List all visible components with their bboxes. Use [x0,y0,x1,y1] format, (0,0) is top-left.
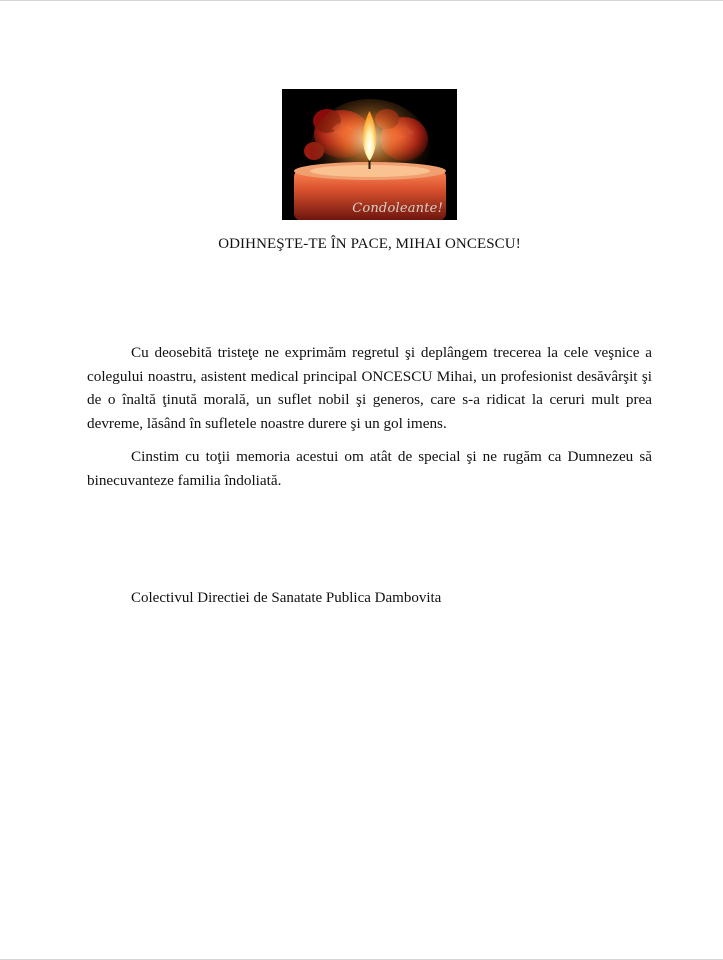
image-caption: Condoleante! [352,201,443,216]
paragraph: Cinstim cu toţii memoria acestui om atât de special şi ne rugăm ca Dumnezeu să binecuvanteze familia îndoliată. [87,448,652,489]
candle-roses-image [282,89,457,220]
signature: Colectivul Directiei de Sanatate Publica Dambovita [131,590,442,606]
page-title: ODIHNEŞTE-TE ÎN PACE, MIHAI ONCESCU! [218,236,521,252]
paragraph: Cu deosebită tristeţe ne exprimăm regretul şi deplângem trecerea la cele veşnice a colegului noastru, asistent medical principal ONCESCU Mihai, un profesionist desăvârşit şi de o înaltă ţinută morală, un suflet nobil şi generos, care s-a ridicat la ceruri mult prea devreme, lăsând în sufletele noastre durere şi un gol imens. [87,344,652,432]
message-body [87,341,652,502]
